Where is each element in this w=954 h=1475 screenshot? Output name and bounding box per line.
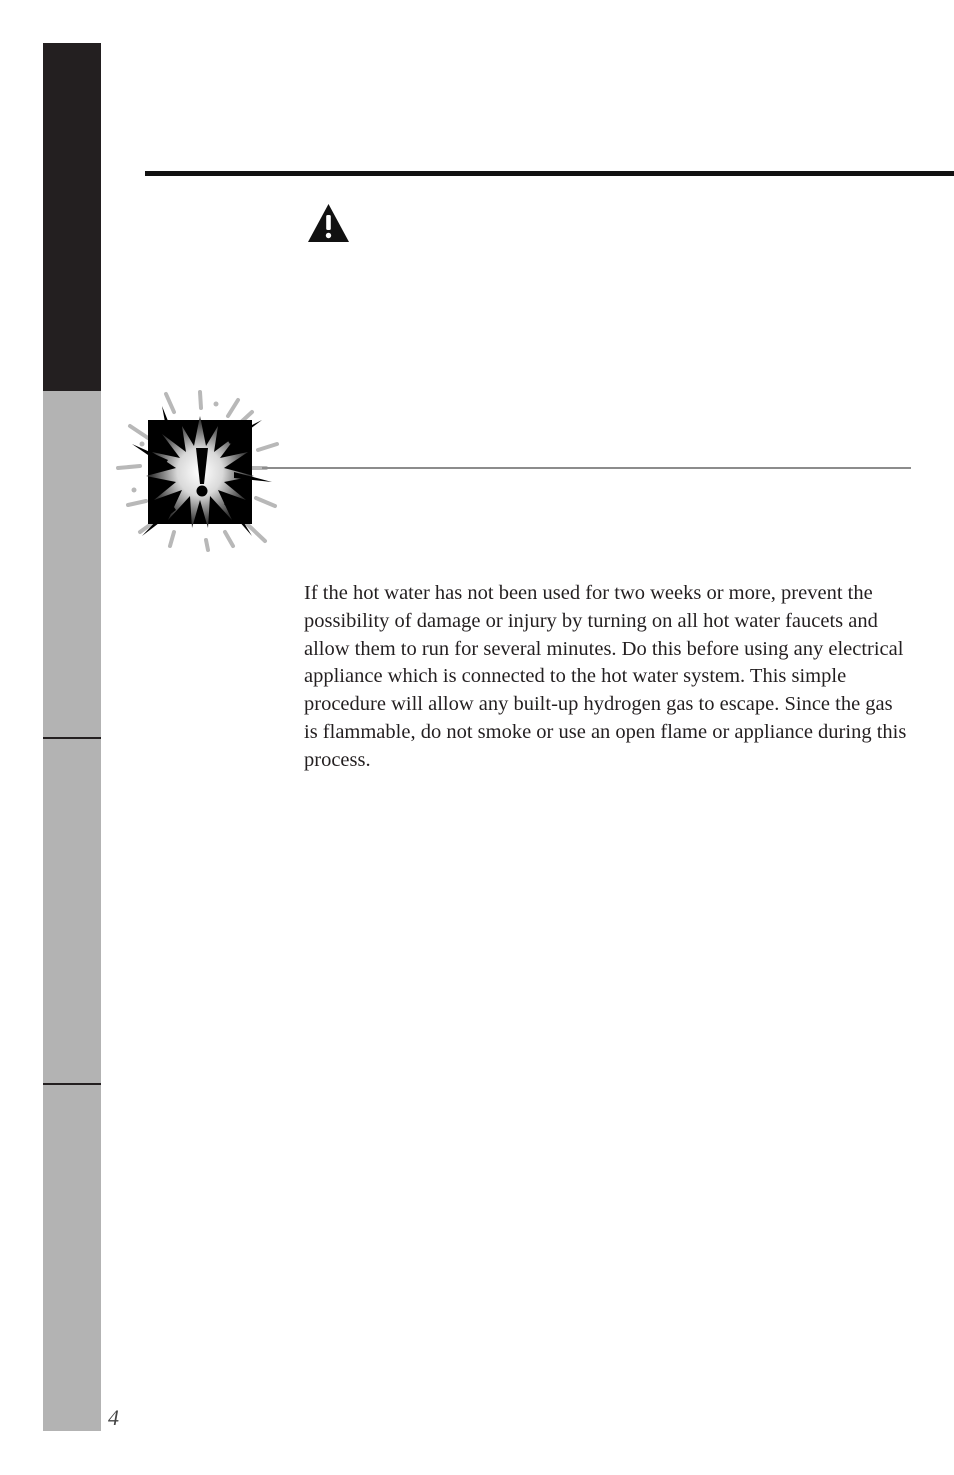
page-number: 4 bbox=[108, 1405, 119, 1430]
warning-triangle-icon bbox=[307, 203, 350, 243]
section-tab-2 bbox=[43, 391, 101, 737]
header-rule bbox=[145, 171, 954, 176]
section-tab-3 bbox=[43, 739, 101, 1083]
safety-paragraph: If the hot water has not been used for two weeks or more, prevent the possibility of damage or injury by turning on all hot water faucets and allow them to run for several minutes. Do this before using any electrical appliance which is connected to the hot water system. This simple procedure will allow any built-up hydrogen gas to escape. Since the gas is flammable, do not smoke or use an open flame or appliance during this process. bbox=[304, 582, 907, 771]
section-rule bbox=[262, 467, 911, 469]
section-tab-4 bbox=[43, 1085, 101, 1431]
section-tab-active bbox=[43, 43, 101, 391]
exclamation-burst-icon bbox=[112, 386, 284, 558]
